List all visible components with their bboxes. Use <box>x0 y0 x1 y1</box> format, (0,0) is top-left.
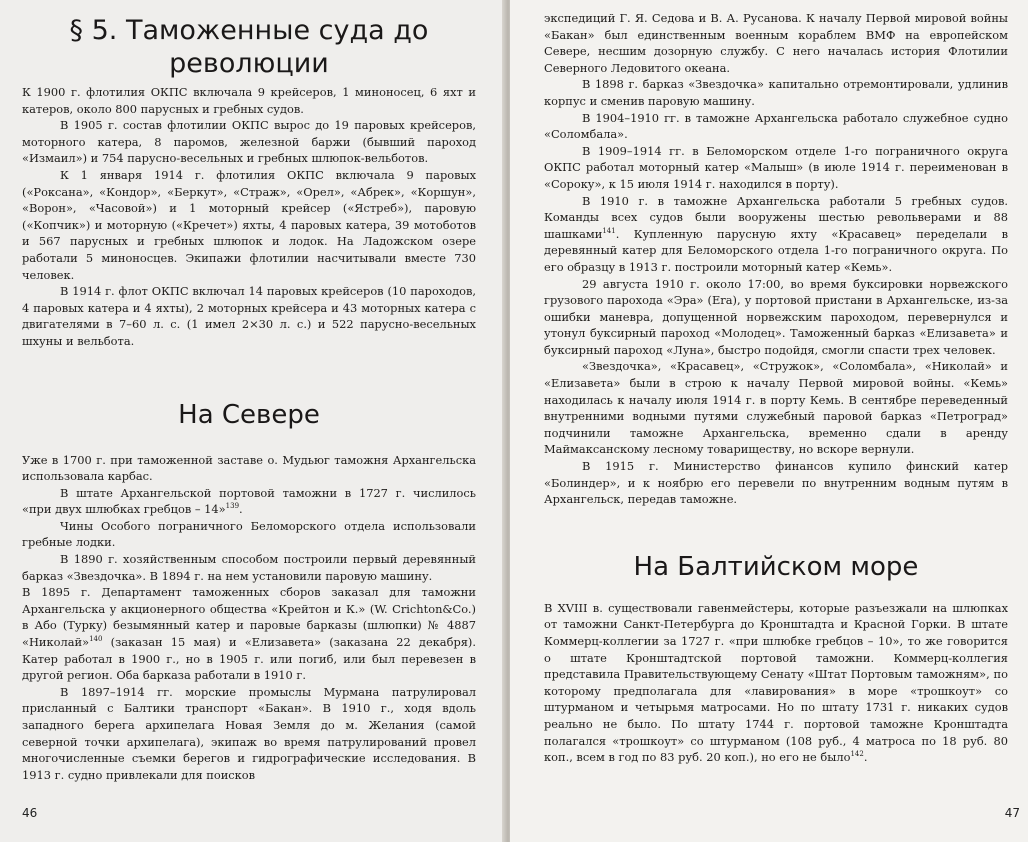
paragraph: В 1915 г. Министерство финансов купило финский катер «Болиндер», и к ноябрю его перевели по внутренним водным путям в Архангельск, передав таможне. <box>544 459 1008 507</box>
paragraph: В 1910 г. в таможне Архангельска работали 5 гребных судов. Команды всех судов были вооружены шестью револьверами и 88 шашками$^{141}$. Купленную парусную яхту «Красавец» переделали в деревянный катер для Беломорского отдела 1-го пограничного округа. По его образцу в 1913 г. построили моторный катер «Кемь». <box>544 193 1008 274</box>
paragraph <box>22 584 476 684</box>
paragraph: В 1909–1914 гг. в Беломорском отделе 1-го пограничного округа ОКПС работал моторный катер «Малыш» (в июле 1914 г. переименован в «Сороку», к 15 июля 1914 г. находился в порту). <box>544 143 1008 191</box>
paragraph: В штате Архангельской портовой таможни в 1727 г. числилось «при двух шлюбках гребцов – 14»$^{139}$. <box>22 485 476 517</box>
paragraph: 29 августа 1910 г. около 17:00, во время буксировки норвежского грузового парохода «Эра» (Era), у портовой пристани в Архангельске, из-за ошибки маневра, допущенной норвежским пароходом, перевернулся и утонул буксирный пароход «Молодец». Таможенный барказ «Елизавета» и буксирный пароход «Луна», быстро подойдя, смогли спасти трех человек. <box>544 276 1008 357</box>
paragraph-text: В штате Архангельской портовой таможни в 1727 г. числилось «при двух шлюбках гребцов – 14» <box>22 485 476 517</box>
footnote-marker: 139 <box>225 502 240 511</box>
footnote-marker: 141 <box>602 226 616 235</box>
subheading-baltic: На Балтийском море <box>633 551 919 582</box>
subheading-north: На Севере <box>178 399 320 430</box>
paragraph: К 1 января 1914 г. флотилия ОКПС включала 9 паровых («Роксана», «Кондор», «Беркут», «Страж», «Орел», «Абрек», «Коршун», «Ворон», «Часовой») и 1 моторный крейсер («Ястреб»), паровую («Копчик») и моторную («Кречет») яхты, 4 паровых катера, 39 мотоботов и 567 парусных и гребных шлюпок и лодок. На Ладожском озере работали 5 миноносцев. Экипажи флотилии насчитывали вместе 730 человек. <box>22 167 476 282</box>
paragraph: «Звездочка», «Красавец», «Стружок», «Соломбала», «Николай» и «Елизавета» были в строю к началу Первой мировой войны. «Кемь» находилась к началу июля 1914 г. в порту Кемь. В сентябре переведенный внутренними водными путями служебный паровой барказ «Петроград» подчинили таможне Архангельска, временно сдали в аренду Маймаксанскому лесному товариществу, но вскоре вернули. <box>544 359 1008 457</box>
paragraph: В 1897–1914 гг. морские промыслы Мурмана патрулировал присланный с Балтики транспорт «Бакан». В 1910 г., ходя вдоль западного берега архипелага Новая Земля до м. Желания (самой северной точки архипелага), экипаж во время патрулирований провел многочисленные съемки берегов и гидрографические исследования. В 1913 г. судно привлекали для поисков <box>22 684 476 782</box>
paragraph: В 1905 г. состав флотилии ОКПС вырос до 19 паровых крейсеров, моторного катера, 8 паромов, железной баржи (бывший пароход «Измаил») и 754 парусно-весельных и гребных шлюпок-вельботов. <box>22 118 476 166</box>
paragraph: В 1898 г. барказ «Звездочка» капитально отремонтировали, удлинив корпус и сменив паровую машину. <box>544 77 1008 108</box>
paragraph: В 1904–1910 гг. в таможне Архангельска работало служебное судно «Соломбала». <box>544 110 1008 142</box>
paragraph: В XVIII в. существовали гавенмейстеры, которые разъезжали на шлюпках от таможни Санкт-Петербурга до Кронштадта и Красной Горки. В штате Коммерц-коллегии за 1727 г. «при шлюбке гребцов – 10», то же говорится о штате Кронштадтской портовой таможни. Коммерц-коллегия представила Правительствующему Сенату «Штат Портовым таможням», по которому предполагала для «лавирования» в море «трошкоут» со штурманом и четырьмя матросами. Но по штату 1731 г. никаких судов реально не было. По штату 1744 г. портовой таможне Кронштадта полагался «трошкоут» со штурманом (108 руб., 4 матроса по 18 руб. 80 коп., всем в год по 83 руб. 20 коп.), но его не было$^{142}$. <box>544 600 1008 765</box>
paragraph: К 1900 г. флотилия ОКПС включала 9 крейсеров, 1 миноносец, 6 яхт и катеров, около 800 парусных и гребных судов. <box>22 85 476 116</box>
page-number: 47 <box>1004 806 1020 820</box>
paragraph: В 1914 г. флот ОКПС включал 14 паровых крейсеров (10 пароходов, 4 паровых катера и 4 яхты), 2 моторных крейсера и 43 моторных катера с двигателями в 7–60 л. с. (1 имел 2×30 л. с.) и 522 парусно-весельных шхуны и вельбота. <box>22 284 476 348</box>
left-page <box>0 0 506 842</box>
footnote-marker: 142 <box>850 750 864 759</box>
paragraph-text: В 1910 г. в таможне Архангельска работали 5 гребных судов. Команды всех судов были вооружены шестью револьверами и 88 шашками <box>544 193 1008 241</box>
footnote-marker: 140 <box>89 635 103 644</box>
paragraph: экспедиций Г. Я. Седова и В. А. Русанова. К началу Первой мировой войны «Бакан» был единственным военным кораблем ВМФ на европейском Севере, несшим дозорную службу. С него началась история Флотилии Северного Ледовитого океана. <box>544 11 1008 75</box>
paragraph-text: (заказан 15 мая) и «Елизавета» (заказана 22 декабря). Катер работал в 1900 г., но в 1905 г. или погиб, или был перевезен в другой регион. Оба барказа работали в 1910 г. <box>22 635 476 683</box>
paragraph-text: В 1895 г. Департамент таможенных сборов заказал для таможни Архангельска у акционерного общества «Крейтон и К.» (W. Crichton&Co.) в Або (Турку) безымянный катер и паровые барказы (шлюпки) № 4887 «Николай» <box>22 585 476 650</box>
page-number: 46 <box>22 806 38 820</box>
paragraph: Чины Особого пограничного Беломорского отдела использовали гребные лодки. <box>22 518 476 550</box>
section-title: § 5. Таможенные суда до революции <box>69 15 429 79</box>
right-page <box>510 0 1028 842</box>
paragraph: В 1890 г. хозяйственным способом построили первый деревянный барказ «Звездочка». В 1894 г. на нем установили паровую машину. <box>22 552 476 583</box>
paragraph-text: В XVIII в. существовали гавенмейстеры, которые разъезжали на шлюпках от таможни Санкт-Петербурга до Кронштадта и Красной Горки. В штате Коммерц-коллегии за 1727 г. «при шлюбке гребцов – 10», то же говорится о штате Кронштадтской портовой таможни. Коммерц-коллегия представила Правительствующему Сенату «Штат Портовым таможням», по которому предполагала для «лавирования» в море «трошкоут» со штурманом и четырьмя матросами. Но по штату 1731 г. никаких судов реально не было. По штату 1744 г. портовой таможне Кронштадта полагался «трошкоут» со штурманом (108 руб., 4 матроса по 18 руб. 80 коп., всем в год по 83 руб. 20 коп.), но его не было <box>544 600 1008 765</box>
paragraph: Уже в 1700 г. при таможенной заставе о. Мудьюг таможня Архангельска использовала карбас. <box>22 452 476 484</box>
paragraph-text: Купленную парусную яхту «Красавец» переделали в деревянный катер для Беломорского отдела 1-го пограничного округа. По его образцу в 1913 г. построили моторный катер «Кемь». <box>544 226 1008 274</box>
